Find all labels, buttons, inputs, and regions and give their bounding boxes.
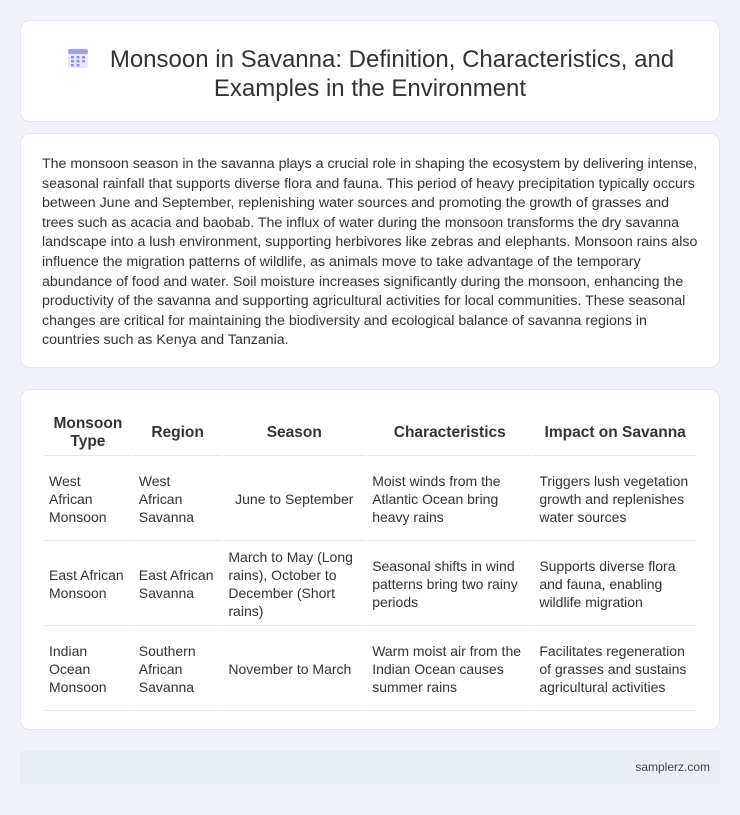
cell-region: West African Savanna	[134, 458, 222, 541]
intro-paragraph: The monsoon season in the savanna plays a crucial role in shaping the ecosystem by delivering intense, seasonal rainfall that supports diverse flora and fauna. This period of heavy precipitation typically occurs between June and September, replenishing water sources and promoting the growth of grasses and trees such as acacia and baobab. The influx of water during the monsoon transforms the dry savanna landscape into a lush environment, supporting herbivores like zebras and elephants. Monsoon rains also influence the migration patterns of wildlife, as animals move to take advantage of the temporary abundance of food and water. Soil moisture increases significantly during the monsoon, enhancing the productivity of the savanna and supporting agricultural activities for local communities. These seasonal changes are critical for maintaining the biodiversity and ecological balance of savanna regions in countries such as Kenya and Tanzania.	[42, 156, 698, 349]
cell-region: Southern African Savanna	[134, 628, 222, 711]
cell-season: March to May (Long rains), October to December (Short rains)	[223, 543, 365, 626]
table-row	[44, 628, 696, 711]
page-title: Monsoon in Savanna: Definition, Characteristics, and Examples in the Environment	[109, 46, 675, 102]
header-impact: Impact on Savanna	[534, 411, 696, 456]
cell-impact: Facilitates regeneration of grasses and sustains agricultural activities	[534, 628, 696, 711]
page-title-wrap	[21, 45, 719, 103]
table-row	[44, 543, 696, 626]
cell-impact: Triggers lush vegetation growth and replenishes water sources	[534, 458, 696, 541]
table-card	[20, 389, 720, 730]
cell-characteristics: Moist winds from the Atlantic Ocean bring heavy rains	[367, 458, 532, 541]
cell-impact: Supports diverse flora and fauna, enabling wildlife migration	[534, 543, 696, 626]
cell-season: November to March	[223, 628, 365, 711]
cell-characteristics: Seasonal shifts in wind patterns bring two rainy periods	[367, 543, 532, 626]
header-season: Season	[223, 411, 365, 456]
table-row	[44, 458, 696, 541]
footer-site-link[interactable]: samplerz.com	[635, 760, 710, 774]
calendar-grid-icon	[66, 46, 90, 70]
table-header-row	[44, 411, 696, 456]
cell-region: East African Savanna	[134, 543, 222, 626]
cell-characteristics: Warm moist air from the Indian Ocean causes summer rains	[367, 628, 532, 711]
cell-season: June to September	[223, 458, 365, 541]
monsoon-table	[42, 409, 698, 713]
footer	[20, 751, 720, 784]
cell-monsoon-type: East African Monsoon	[44, 543, 132, 626]
header-characteristics: Characteristics	[367, 411, 532, 456]
title-card	[20, 20, 720, 122]
intro-card	[20, 133, 720, 368]
header-monsoon-type: Monsoon Type	[44, 411, 132, 456]
header-region: Region	[134, 411, 222, 456]
cell-monsoon-type: West African Monsoon	[44, 458, 132, 541]
cell-monsoon-type: Indian Ocean Monsoon	[44, 628, 132, 711]
